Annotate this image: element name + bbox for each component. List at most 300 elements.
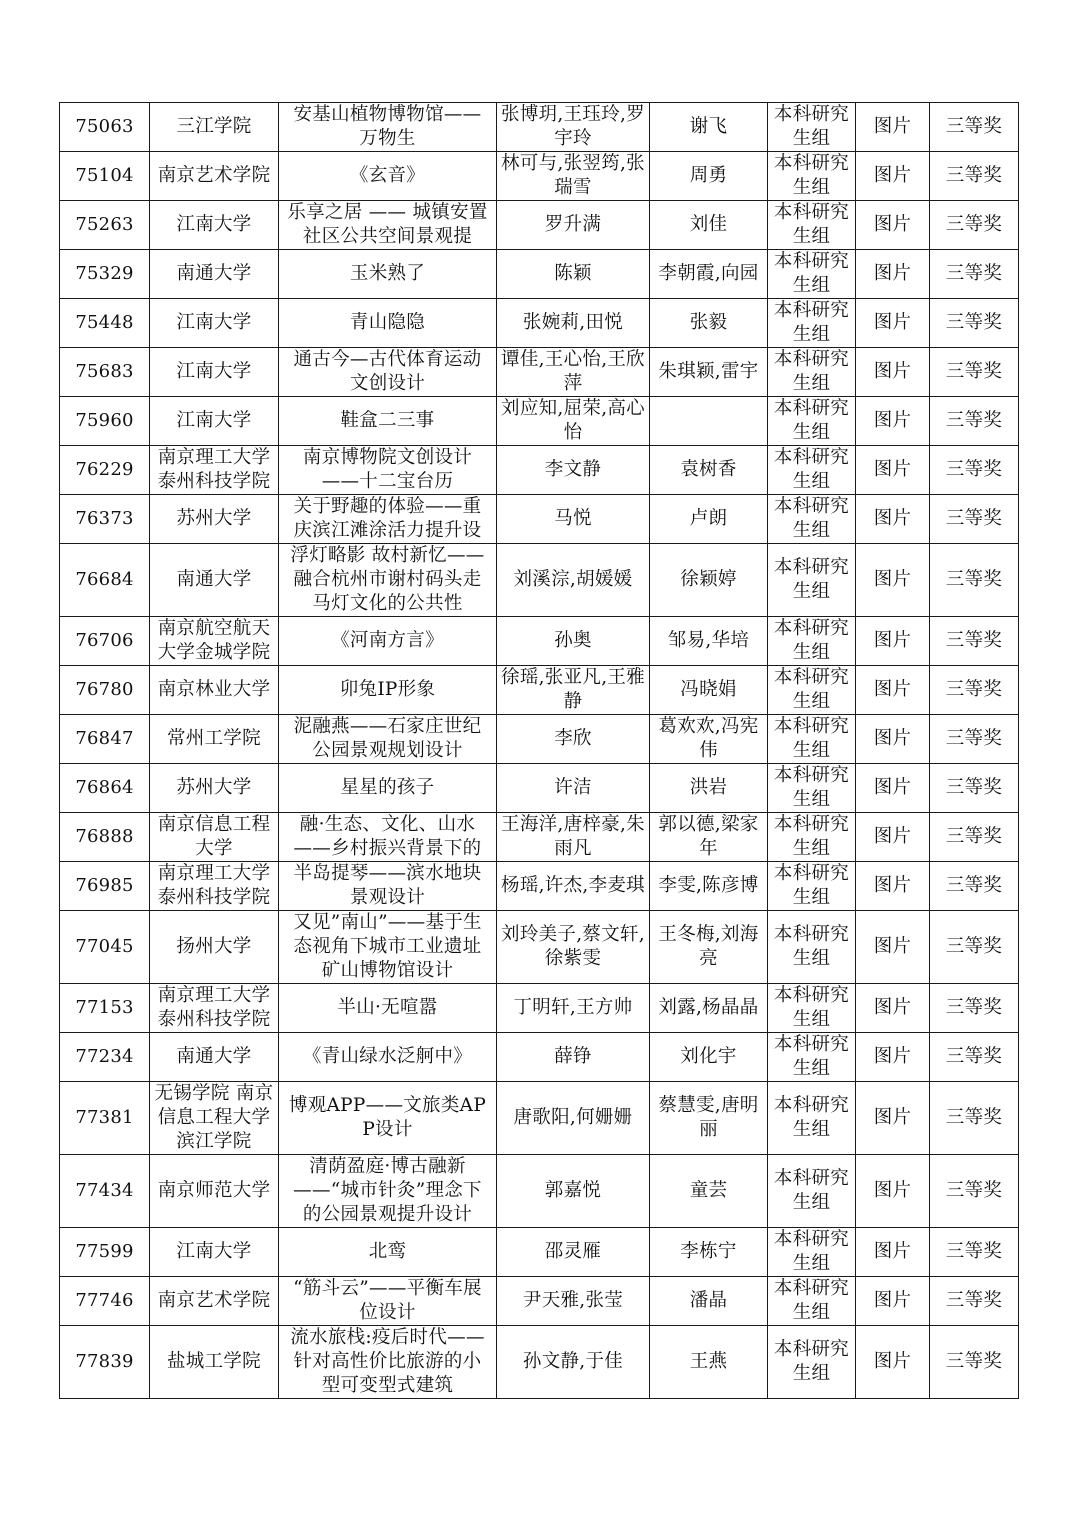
school-name: 南京信息工程大学: [157, 814, 271, 859]
authors-cell: [497, 813, 650, 862]
work-title: 安基山植物博物馆——万物生: [293, 104, 482, 149]
award-id: 75329: [75, 263, 134, 284]
table-row: [60, 1155, 1019, 1228]
school-name-cell: [150, 397, 279, 446]
authors: 尹天雅,张莹: [522, 1290, 624, 1311]
work-title-cell: [279, 984, 497, 1033]
competition-group: 本科研究生组: [773, 557, 850, 602]
table-row: [60, 984, 1019, 1033]
work-category-cell: [856, 446, 930, 495]
competition-group: 本科研究生组: [773, 924, 850, 969]
awards-table: [59, 102, 1019, 1399]
award-id-cell: [60, 544, 150, 617]
work-title-cell: [279, 1326, 497, 1399]
authors-cell: [497, 152, 650, 201]
school-name: 江南大学: [176, 410, 252, 431]
award-id-cell: [60, 299, 150, 348]
authors-cell: [497, 446, 650, 495]
advisor: 邹易,华培: [667, 630, 750, 651]
work-category: 图片: [873, 569, 912, 590]
authors: 谭佳,王心怡,王欣萍: [501, 349, 645, 394]
advisor-cell: [650, 1326, 768, 1399]
award-id-cell: [60, 1082, 150, 1155]
competition-group-cell: [768, 911, 856, 984]
table-row: [60, 617, 1019, 666]
advisor: 卢朗: [689, 508, 728, 529]
competition-group: 本科研究生组: [773, 1229, 850, 1274]
competition-group-cell: [768, 813, 856, 862]
work-title-cell: [279, 152, 497, 201]
table-row: [60, 201, 1019, 250]
competition-group-cell: [768, 1228, 856, 1277]
advisor-cell: [650, 666, 768, 715]
authors: 薛铮: [554, 1046, 592, 1067]
table-row: [60, 813, 1019, 862]
work-category-cell: [856, 201, 930, 250]
award-id: 76780: [75, 679, 134, 700]
award-id: 75063: [75, 116, 134, 137]
school-name-cell: [150, 1277, 279, 1326]
advisor-cell: [650, 813, 768, 862]
table-row: [60, 1228, 1019, 1277]
award-id: 77045: [75, 936, 134, 957]
work-title: 《河南方言》: [331, 630, 444, 651]
authors-cell: [497, 617, 650, 666]
school-name-cell: [150, 250, 279, 299]
competition-group-cell: [768, 715, 856, 764]
work-category-cell: [856, 666, 930, 715]
authors: 张婉莉,田悦: [522, 312, 624, 333]
award-level: 三等奖: [945, 826, 1003, 847]
work-title: 流水旅栈:疫后时代——针对高性价比旅游的小型可变型式建筑: [290, 1327, 485, 1396]
award-level-cell: [930, 1082, 1019, 1155]
school-name-cell: [150, 348, 279, 397]
advisor: 李朝霞,向园: [658, 263, 759, 284]
work-title: 南京博物院文创设计——十二宝台历: [302, 447, 473, 492]
award-id-cell: [60, 397, 150, 446]
school-name-cell: [150, 201, 279, 250]
work-category: 图片: [873, 312, 912, 333]
authors-cell: [497, 1228, 650, 1277]
competition-group-cell: [768, 152, 856, 201]
table-row: [60, 446, 1019, 495]
school-name-cell: [150, 1082, 279, 1155]
authors-cell: [497, 495, 650, 544]
work-category: 图片: [873, 459, 912, 480]
award-level: 三等奖: [945, 1180, 1003, 1201]
work-category-cell: [856, 715, 930, 764]
work-category-cell: [856, 984, 930, 1033]
competition-group-cell: [768, 201, 856, 250]
work-category-cell: [856, 348, 930, 397]
competition-group: 本科研究生组: [773, 1095, 850, 1140]
school-name: 南京理工大学泰州科技学院: [157, 985, 271, 1030]
award-level: 三等奖: [945, 312, 1003, 333]
work-title: 卯兔IP形象: [339, 679, 436, 700]
authors: 丁明轩,王方帅: [513, 997, 633, 1018]
award-id: 77153: [75, 997, 134, 1018]
work-category-cell: [856, 1326, 930, 1399]
award-level-cell: [930, 617, 1019, 666]
award-level: 三等奖: [945, 1241, 1003, 1262]
competition-group-cell: [768, 617, 856, 666]
authors-cell: [497, 1033, 650, 1082]
work-category: 图片: [873, 826, 912, 847]
school-name-cell: [150, 764, 279, 813]
award-id: 75448: [75, 312, 134, 333]
award-level: 三等奖: [945, 728, 1003, 749]
award-id-cell: [60, 1326, 150, 1399]
work-category: 图片: [873, 997, 912, 1018]
work-title-cell: [279, 764, 497, 813]
award-id-cell: [60, 446, 150, 495]
work-title-cell: [279, 495, 497, 544]
award-level-cell: [930, 1228, 1019, 1277]
advisor-cell: [650, 617, 768, 666]
authors: 刘玲美子,蔡文轩,徐紫雯: [501, 924, 645, 969]
award-level-cell: [930, 152, 1019, 201]
work-title-cell: [279, 544, 497, 617]
work-title: 青山隐隐: [349, 312, 426, 333]
competition-group: 本科研究生组: [773, 667, 850, 712]
school-name-cell: [150, 666, 279, 715]
award-level-cell: [930, 1155, 1019, 1228]
work-title: 《青山绿水泛舸中》: [302, 1046, 473, 1067]
work-title-cell: [279, 1033, 497, 1082]
work-title: 又见”南山”——基于生态视角下城市工业遗址矿山博物馆设计: [293, 912, 482, 981]
advisor: 刘佳: [689, 214, 728, 235]
award-id: 76888: [75, 826, 134, 847]
advisor-cell: [650, 446, 768, 495]
work-category-cell: [856, 397, 930, 446]
award-id-cell: [60, 984, 150, 1033]
authors-cell: [497, 201, 650, 250]
advisor: 谢飞: [689, 116, 728, 137]
work-title-cell: [279, 1155, 497, 1228]
award-id-cell: [60, 201, 150, 250]
advisor: 葛欢欢,冯宪伟: [658, 716, 759, 761]
work-category-cell: [856, 1082, 930, 1155]
work-category-cell: [856, 103, 930, 152]
authors: 许洁: [554, 777, 592, 798]
work-category: 图片: [873, 263, 912, 284]
award-level-cell: [930, 715, 1019, 764]
award-id: 76847: [75, 728, 134, 749]
work-title: 关于野趣的体验——重庆滨江滩涂活力提升设: [293, 496, 482, 541]
authors: 孙奥: [554, 630, 592, 651]
competition-group-cell: [768, 1033, 856, 1082]
award-level: 三等奖: [945, 116, 1003, 137]
work-category-cell: [856, 495, 930, 544]
competition-group-cell: [768, 984, 856, 1033]
award-level: 三等奖: [945, 875, 1003, 896]
award-id: 77381: [75, 1107, 134, 1128]
award-level: 三等奖: [945, 1107, 1003, 1128]
competition-group: 本科研究生组: [773, 447, 850, 492]
work-category-cell: [856, 250, 930, 299]
authors: 马悦: [554, 508, 592, 529]
advisor: 周勇: [689, 165, 728, 186]
competition-group-cell: [768, 250, 856, 299]
table-row: [60, 348, 1019, 397]
work-category-cell: [856, 1277, 930, 1326]
advisor-cell: [650, 348, 768, 397]
authors-cell: [497, 544, 650, 617]
work-title: 半岛提琴——滨水地块景观设计: [293, 863, 482, 908]
school-name: 扬州大学: [176, 936, 252, 957]
school-name-cell: [150, 813, 279, 862]
authors: 王海洋,唐梓豪,朱雨凡: [501, 814, 645, 859]
table-row: [60, 152, 1019, 201]
work-title: 《玄音》: [349, 165, 426, 186]
award-level-cell: [930, 862, 1019, 911]
work-title: 博观APP——文旅类APP设计: [288, 1095, 487, 1140]
table-row: [60, 544, 1019, 617]
advisor-cell: [650, 250, 768, 299]
authors-cell: [497, 984, 650, 1033]
advisor-cell: [650, 397, 768, 446]
work-title-cell: [279, 250, 497, 299]
work-category-cell: [856, 862, 930, 911]
authors: 杨瑶,许杰,李麦琪: [501, 875, 645, 896]
authors-cell: [497, 299, 650, 348]
authors-cell: [497, 250, 650, 299]
table-row: [60, 715, 1019, 764]
table-row: [60, 1326, 1019, 1399]
competition-group: 本科研究生组: [773, 765, 850, 810]
award-id: 76706: [75, 630, 134, 651]
advisor: 刘化宇: [680, 1046, 737, 1067]
award-id-cell: [60, 911, 150, 984]
award-level-cell: [930, 1033, 1019, 1082]
authors: 陈颖: [554, 263, 592, 284]
advisor-cell: [650, 1277, 768, 1326]
award-id: 76985: [75, 875, 134, 896]
award-level-cell: [930, 911, 1019, 984]
school-name-cell: [150, 617, 279, 666]
award-id: 76229: [75, 459, 134, 480]
award-id: 75683: [75, 361, 134, 382]
award-level: 三等奖: [945, 997, 1003, 1018]
award-level-cell: [930, 446, 1019, 495]
advisor: 童芸: [689, 1180, 728, 1201]
competition-group-cell: [768, 862, 856, 911]
work-title-cell: [279, 397, 497, 446]
award-level: 三等奖: [945, 459, 1003, 480]
work-category: 图片: [873, 116, 912, 137]
award-id-cell: [60, 1277, 150, 1326]
award-level-cell: [930, 764, 1019, 813]
work-title: 通古今—古代体育运动文创设计: [293, 349, 482, 394]
competition-group-cell: [768, 446, 856, 495]
competition-group: 本科研究生组: [773, 1034, 850, 1079]
authors: 郭嘉悦: [544, 1180, 602, 1201]
work-category-cell: [856, 1033, 930, 1082]
school-name: 南通大学: [176, 569, 252, 590]
advisor-cell: [650, 715, 768, 764]
award-level-cell: [930, 299, 1019, 348]
advisor-cell: [650, 152, 768, 201]
award-id-cell: [60, 617, 150, 666]
award-level-cell: [930, 1326, 1019, 1399]
competition-group: 本科研究生组: [773, 202, 850, 247]
table-row: [60, 1033, 1019, 1082]
competition-group-cell: [768, 299, 856, 348]
authors-cell: [497, 103, 650, 152]
competition-group: 本科研究生组: [773, 1339, 850, 1384]
competition-group: 本科研究生组: [773, 496, 850, 541]
work-title: 泥融燕——石家庄世纪公园景观规划设计: [293, 716, 482, 761]
work-category: 图片: [873, 1290, 912, 1311]
award-id: 77839: [75, 1351, 134, 1372]
award-level: 三等奖: [945, 410, 1003, 431]
work-title: 鞋盒二三事: [340, 410, 435, 431]
table-row: [60, 862, 1019, 911]
school-name-cell: [150, 446, 279, 495]
competition-group-cell: [768, 666, 856, 715]
work-title-cell: [279, 715, 497, 764]
competition-group: 本科研究生组: [773, 1278, 850, 1323]
work-category-cell: [856, 1228, 930, 1277]
advisor-cell: [650, 1228, 768, 1277]
advisor-cell: [650, 764, 768, 813]
work-category: 图片: [873, 875, 912, 896]
work-title-cell: [279, 911, 497, 984]
work-title-cell: [279, 862, 497, 911]
table-row: [60, 495, 1019, 544]
award-level-cell: [930, 666, 1019, 715]
work-category: 图片: [873, 1241, 912, 1262]
advisor-cell: [650, 103, 768, 152]
work-title-cell: [279, 1082, 497, 1155]
competition-group: 本科研究生组: [773, 1168, 850, 1213]
award-id-cell: [60, 666, 150, 715]
school-name-cell: [150, 1155, 279, 1228]
work-category: 图片: [873, 1046, 912, 1067]
work-title-cell: [279, 617, 497, 666]
award-id-cell: [60, 348, 150, 397]
award-level: 三等奖: [945, 569, 1003, 590]
competition-group: 本科研究生组: [773, 618, 850, 663]
award-id-cell: [60, 862, 150, 911]
competition-group: 本科研究生组: [773, 814, 850, 859]
work-category-cell: [856, 1155, 930, 1228]
award-id-cell: [60, 495, 150, 544]
competition-group: 本科研究生组: [773, 398, 850, 443]
competition-group-cell: [768, 103, 856, 152]
authors-cell: [497, 911, 650, 984]
authors: 罗升满: [544, 214, 602, 235]
competition-group-cell: [768, 1326, 856, 1399]
school-name-cell: [150, 495, 279, 544]
competition-group: 本科研究生组: [773, 716, 850, 761]
authors: 唐歌阳,何姗姗: [513, 1107, 633, 1128]
advisor: 李雯,陈彦博: [658, 875, 759, 896]
advisor-cell: [650, 201, 768, 250]
award-id: 77234: [75, 1046, 134, 1067]
award-level-cell: [930, 1277, 1019, 1326]
table-row: [60, 397, 1019, 446]
authors: 张博玥,王珏玲,罗宇玲: [501, 104, 645, 149]
award-level: 三等奖: [945, 936, 1003, 957]
school-name-cell: [150, 1033, 279, 1082]
award-level-cell: [930, 544, 1019, 617]
table-row: [60, 764, 1019, 813]
competition-group-cell: [768, 1277, 856, 1326]
advisor-cell: [650, 862, 768, 911]
award-level: 三等奖: [945, 1046, 1003, 1067]
school-name: 南京航空航天大学金城学院: [157, 618, 271, 663]
authors: 孙文静,于佳: [522, 1351, 624, 1372]
school-name: 南京师范大学: [157, 1180, 271, 1201]
work-category-cell: [856, 544, 930, 617]
work-title-cell: [279, 813, 497, 862]
authors-cell: [497, 1155, 650, 1228]
work-title-cell: [279, 348, 497, 397]
authors-cell: [497, 1082, 650, 1155]
award-id: 77599: [75, 1241, 134, 1262]
award-id-cell: [60, 1155, 150, 1228]
authors: 林可与,张翌筠,张瑞雪: [501, 153, 645, 198]
school-name: 南京艺术学院: [157, 165, 271, 186]
school-name-cell: [150, 544, 279, 617]
authors-cell: [497, 397, 650, 446]
award-id: 75263: [75, 214, 134, 235]
school-name-cell: [150, 715, 279, 764]
work-category-cell: [856, 617, 930, 666]
award-level: 三等奖: [945, 214, 1003, 235]
award-level-cell: [930, 984, 1019, 1033]
advisor-cell: [650, 984, 768, 1033]
school-name: 三江学院: [176, 116, 252, 137]
table-row: [60, 1082, 1019, 1155]
work-title: 半山·无喧嚣: [337, 997, 438, 1018]
school-name: 江南大学: [176, 1241, 252, 1262]
school-name: 南京林业大学: [157, 679, 271, 700]
authors: 李文静: [544, 459, 602, 480]
table-row: [60, 911, 1019, 984]
authors-cell: [497, 666, 650, 715]
advisor-cell: [650, 1155, 768, 1228]
award-level: 三等奖: [945, 777, 1003, 798]
competition-group-cell: [768, 397, 856, 446]
table-row: [60, 1277, 1019, 1326]
award-id-cell: [60, 1033, 150, 1082]
advisor: 冯晓娟: [680, 679, 737, 700]
advisor: 刘露,杨晶晶: [658, 997, 759, 1018]
advisor: 朱琪颖,雷宇: [658, 361, 759, 382]
school-name-cell: [150, 103, 279, 152]
work-category: 图片: [873, 777, 912, 798]
award-id-cell: [60, 1228, 150, 1277]
authors: 刘应知,屈荣,高心怡: [501, 398, 645, 443]
school-name: 江南大学: [176, 312, 252, 333]
school-name-cell: [150, 1326, 279, 1399]
work-title: 清荫盈庭·博古融新——“城市针灸”理念下的公园景观提升设计: [293, 1156, 482, 1225]
school-name: 苏州大学: [176, 508, 252, 529]
work-category: 图片: [873, 361, 912, 382]
award-level: 三等奖: [945, 508, 1003, 529]
competition-group-cell: [768, 1082, 856, 1155]
work-category: 图片: [873, 1180, 912, 1201]
table-row: [60, 299, 1019, 348]
authors-cell: [497, 715, 650, 764]
award-level: 三等奖: [945, 263, 1003, 284]
competition-group: 本科研究生组: [773, 251, 850, 296]
work-category-cell: [856, 764, 930, 813]
school-name-cell: [150, 299, 279, 348]
award-level-cell: [930, 201, 1019, 250]
